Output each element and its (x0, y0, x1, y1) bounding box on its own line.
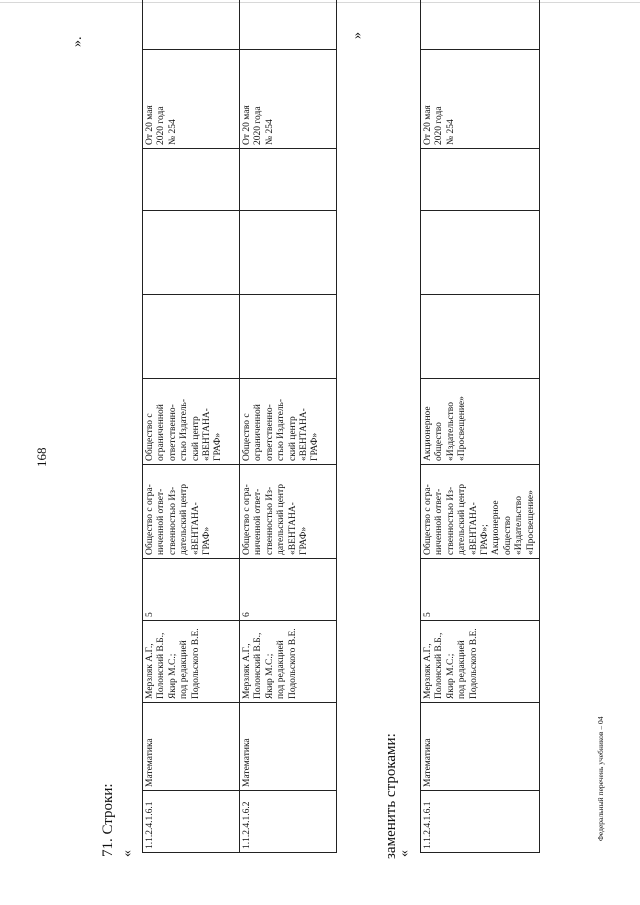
cell-authors: Мерзляк А.Г., Полонский В.Б., Якир М.С.; под редакцией Подольского В.Е. (421, 621, 540, 703)
cell-code: 1.1.2.4.1.6.1 (143, 791, 240, 853)
cell-code: 1.1.2.4.1.6.2 (240, 791, 337, 853)
table-row (240, 0, 337, 853)
cell-subject: Математика (421, 703, 540, 791)
cell-empty (240, 149, 337, 211)
replace-heading: заменить строками: (383, 733, 399, 859)
cell-publisher-full: Общество с огра- ниченной ответ- ственностью Из- дательский центр «ВЕНТАНА- ГРАФ» (240, 465, 337, 559)
cell-empty (143, 149, 240, 211)
cell-publisher-short: Общество с ограниченной ответственно- стью Издатель- ский центр «ВЕНТАНА- ГРАФ» (143, 379, 240, 465)
cell-order: От 20 мая 2020 года № 254 (143, 50, 240, 149)
open-quote: « (120, 850, 135, 857)
cell-empty (143, 211, 240, 295)
cell-empty (240, 295, 337, 379)
footer-note: Федеральный перечень учебников – 04 (596, 716, 605, 841)
cell-empty (421, 295, 540, 379)
cell-publisher-full: Общество с огра- ниченной ответ- ственностью Из- дательский центр «ВЕНТАНА- ГРАФ» (143, 465, 240, 559)
cell-empty (421, 0, 540, 50)
cell-authors: Мерзляк А.Г., Полонский В.Б., Якир М.С.; под редакцией Подольского В.Е. (143, 621, 240, 703)
cell-empty (421, 149, 540, 211)
cell-publisher-short: Акционерное общество «Издательство «Просвещение» (421, 379, 540, 465)
rows-table-original (142, 0, 337, 853)
cell-empty (421, 211, 540, 295)
table-row (421, 0, 540, 853)
close-quote-with-period: ». (70, 36, 85, 47)
cell-order: От 20 мая 2020 года № 254 (240, 50, 337, 149)
cell-grade: 6 (240, 559, 337, 621)
table-row (143, 0, 240, 853)
cell-grade: 5 (143, 559, 240, 621)
cell-order: От 20 мая 2020 года № 254 (421, 50, 540, 149)
cell-authors: Мерзляк А.Г., Полонский В.Б., Якир М.С.; под редакцией Подольского В.Е. (240, 621, 337, 703)
page-number: 168 (34, 447, 49, 467)
cell-empty (143, 295, 240, 379)
cell-code: 1.1.2.4.1.6.1 (421, 791, 540, 853)
cell-grade: 5 (421, 559, 540, 621)
cell-publisher-full: Общество с огра- ниченной ответ- ственностью Из- дательский центр «ВЕНТАНА- ГРАФ»; Акционерное общество «Издательство «Просвещение» (421, 465, 540, 559)
cell-subject: Математика (240, 703, 337, 791)
rows-table-replacement (420, 0, 540, 853)
section-heading: 71. Строки: (100, 783, 116, 857)
cell-empty (240, 211, 337, 295)
cell-empty (143, 0, 240, 50)
cell-publisher-short: Общество с ограниченной ответственно- стью Издатель- ский центр «ВЕНТАНА- ГРАФ» (240, 379, 337, 465)
close-quote: » (350, 32, 365, 39)
open-quote: « (397, 850, 412, 857)
cell-empty (240, 0, 337, 50)
cell-subject: Математика (143, 703, 240, 791)
